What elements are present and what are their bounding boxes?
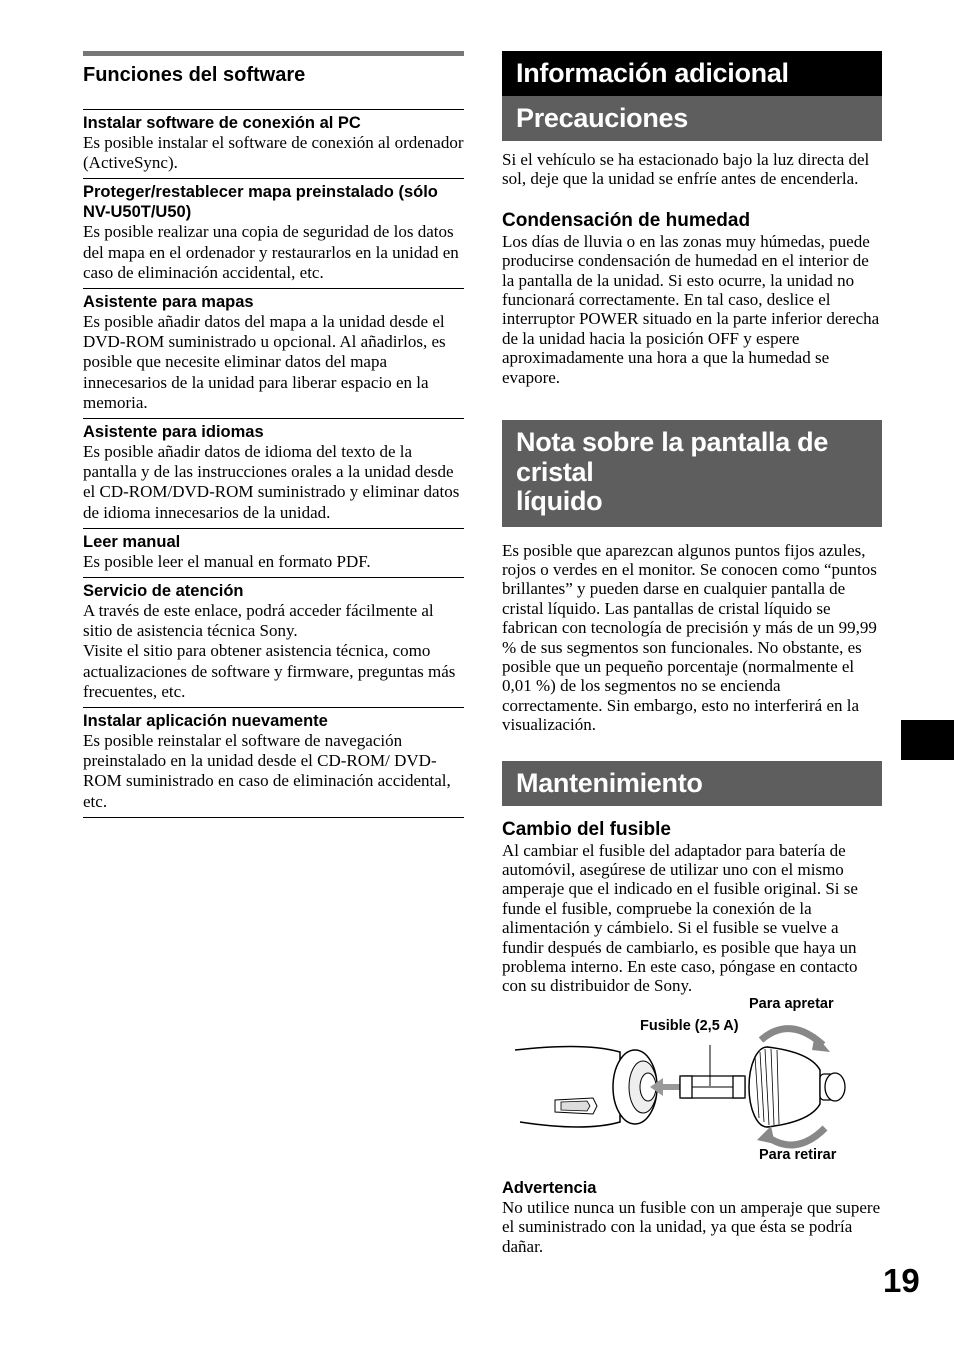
fuse-change-heading: Cambio del fusible bbox=[502, 818, 671, 840]
humidity-body: Los días de lluvia o en las zonas muy húmedas, puede producirse condensación de humedad en el interior de la pantalla de la unidad. Si esto ocurre, la unidad no funcionará correctamente. En tal caso, deslice el interruptor POWER situado en la parte inferior derecha de la unidad hacia la posición OFF y espere aproximadamente una hora a que la humedad se evapore. bbox=[502, 231, 880, 387]
warning-block bbox=[502, 1178, 882, 1256]
function-title: Instalar software de conexión al PC bbox=[83, 114, 361, 132]
function-title: Servicio de atención bbox=[83, 582, 244, 601]
function-item bbox=[83, 179, 464, 289]
function-description: Es posible añadir datos del mapa a la unidad desde el DVD-ROM suministrado u opcional. Al añadirlos, es posible que necesite eliminar datos del mapa innecesarios de la unidad para liberar espacio en la memoria. bbox=[83, 312, 446, 412]
software-functions-column bbox=[83, 51, 464, 818]
function-description: A través de este enlace, podrá acceder fácilmente al sitio de asistencia técnica Sony. bbox=[83, 601, 434, 641]
fuse-label: Fusible (2,5 A) bbox=[640, 1018, 739, 1034]
functions-list bbox=[83, 109, 464, 818]
section-tab-marker bbox=[901, 720, 954, 760]
fuse-illustration bbox=[515, 990, 875, 1170]
function-item bbox=[83, 110, 464, 179]
function-description: Es posible instalar el software de conexión al ordenador (ActiveSync). bbox=[83, 133, 464, 173]
function-description: Es posible realizar una copia de seguridad de los datos del mapa en el ordenador y restaurarlos en la unidad en caso de eliminación accidental, etc. bbox=[83, 222, 459, 282]
tighten-label: Para apretar bbox=[749, 996, 834, 1012]
function-title: Asistente para idiomas bbox=[83, 423, 264, 442]
function-item bbox=[83, 708, 464, 818]
humidity-heading: Condensación de humedad bbox=[502, 209, 751, 231]
additional-info-heading: Información adicional bbox=[502, 51, 882, 96]
page-number: 19 bbox=[883, 1262, 920, 1299]
remove-label: Para retirar bbox=[759, 1147, 837, 1163]
function-description-extra: Visite el sitio para obtener asistencia técnica, como actualizaciones de software y firmware, preguntas más frecuentes, etc. bbox=[83, 641, 456, 701]
function-description: Es posible leer el manual en formato PDF. bbox=[83, 551, 371, 571]
function-description: Es posible añadir datos de idioma del texto de la pantalla y de las instrucciones orales a la unidad desde el CD-ROM/DVD-ROM suministrado y eliminar datos de idioma innecesarios de la unidad. bbox=[83, 442, 460, 522]
precautions-intro: Si el vehículo se ha estacionado bajo la luz directa del sol, deje que la unidad se enfríe antes de encenderla. bbox=[502, 150, 870, 189]
fuse-replacement-diagram bbox=[515, 990, 875, 1170]
warning-title: Advertencia bbox=[502, 1179, 597, 1197]
additional-info-column bbox=[502, 51, 882, 996]
fuse-change-body: Al cambiar el fusible del adaptador para batería de automóvil, asegúrese de utilizar uno con el mismo amperaje que el indicado en el fusible original. Si se funde el fusible, compruebe la conexión de la alimentación y cámbielo. Si el fusible se vuelve a fundir después de cambiarlo, es posible que haya un problema interno. En este caso, póngase en contacto con su distribuidor de Sony. bbox=[502, 840, 858, 996]
precautions-heading: Precauciones bbox=[502, 96, 882, 141]
function-title: Instalar aplicación nuevamente bbox=[83, 712, 328, 731]
function-title: Leer manual bbox=[83, 532, 181, 551]
function-title: Asistente para mapas bbox=[83, 293, 254, 312]
warning-body: No utilice nunca un fusible con un amperaje que supere el suministrado con la unidad, ya que ésta se podría dañar. bbox=[502, 1198, 881, 1256]
lcd-note-heading-line1: Nota sobre la pantalla de cristal bbox=[516, 427, 829, 487]
lcd-note-heading bbox=[502, 420, 882, 527]
function-description: Es posible reinstalar el software de navegación preinstalado en la unidad desde el CD-ROM/ DVD-ROM suministrado en caso de eliminación accidental, etc. bbox=[83, 731, 451, 811]
function-item bbox=[83, 529, 464, 578]
section-rule bbox=[83, 51, 464, 56]
maintenance-heading: Mantenimiento bbox=[502, 761, 882, 806]
lcd-note-body: Es posible que aparezcan algunos puntos fijos azules, rojos o verdes en el monitor. Se conocen como “puntos brillantes” y pueden darse en cualquier pantalla de cristal líquido. Las pantallas de cristal líquido se fabrican con tecnología de precisión y más de un 99,99 % de sus segmentos son funcionales. No obstante, es posible que un pequeño porcentaje (normalmente el 0,01 %) de los segmentos no se encienda correctamente. Sin embargo, esto no interferirá en la visualización. bbox=[502, 540, 877, 735]
software-functions-heading: Funciones del software bbox=[83, 64, 306, 86]
function-item bbox=[83, 419, 464, 529]
function-title: Proteger/restablecer mapa preinstalado (sólo NV-U50T/U50) bbox=[83, 183, 438, 222]
function-item bbox=[83, 578, 464, 708]
function-item bbox=[83, 289, 464, 419]
lcd-note-heading-line2: líquido bbox=[516, 486, 603, 517]
